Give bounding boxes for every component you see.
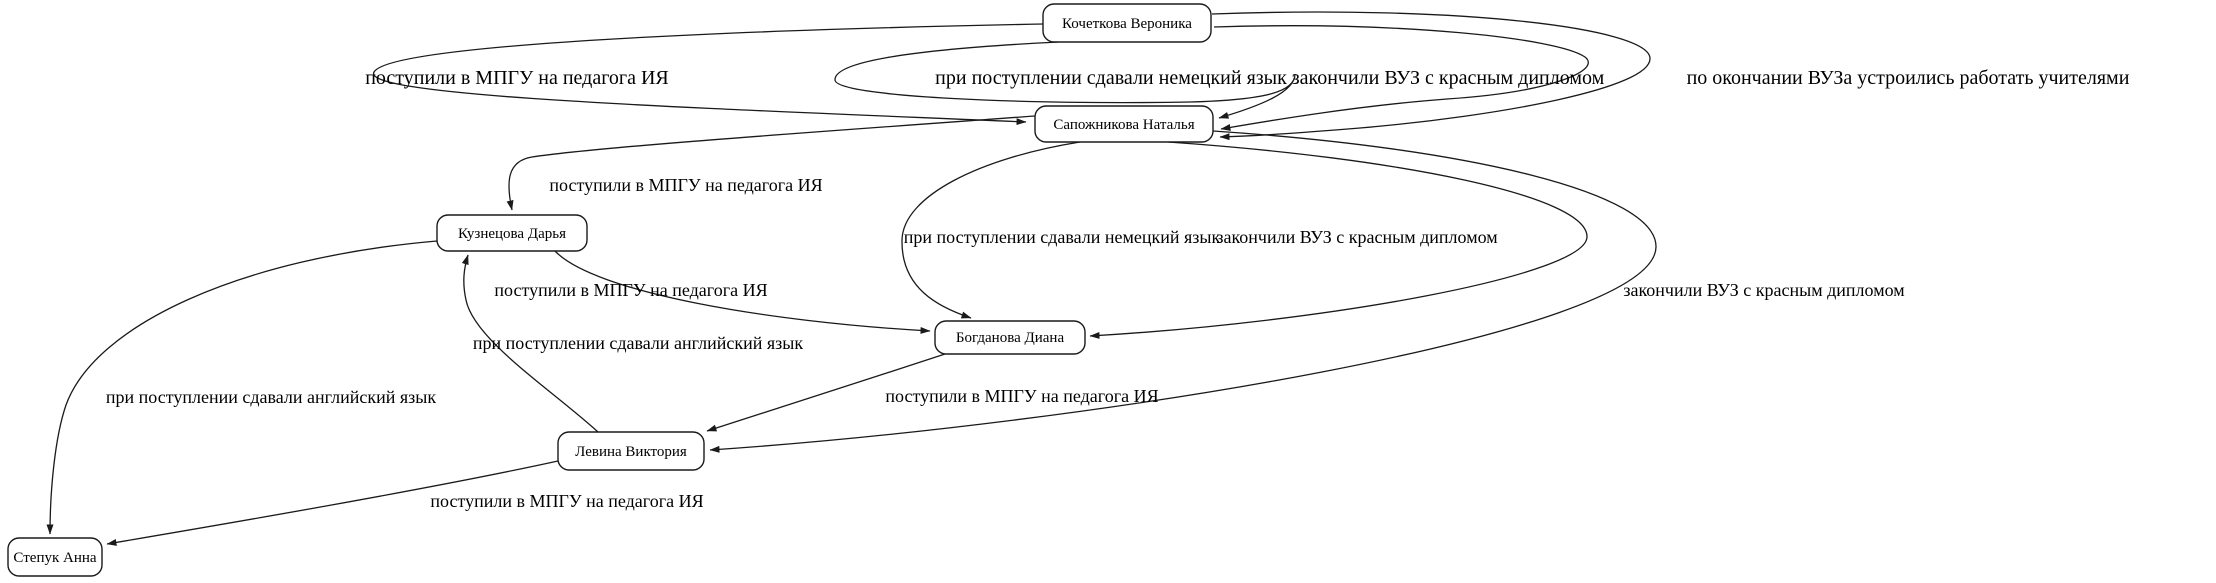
edge-label: поступили в МПГУ на педагога ИЯ <box>494 280 768 300</box>
edge-path <box>509 116 1035 210</box>
edge-label: при поступлении сдавали немецкий язык <box>903 227 1221 247</box>
node-label: Левина Виктория <box>575 444 687 460</box>
edge-label: по окончании ВУЗа устроились работать учителями <box>1686 67 2130 89</box>
node-kuznetsova <box>437 215 587 251</box>
node-label: Сапожникова Наталья <box>1053 117 1195 133</box>
edge-path <box>710 131 1656 450</box>
node-stepuk <box>8 538 102 576</box>
node-label: Кочеткова Вероника <box>1062 16 1192 32</box>
edge-levina-stepuk <box>107 461 704 544</box>
edge-label: закончили ВУЗ с красным дипломом <box>1623 280 1905 300</box>
edge-label: закончили ВУЗ с красным дипломом <box>1216 227 1498 247</box>
edge-label: поступили в МПГУ на педагога ИЯ <box>549 175 823 195</box>
edge-bogdanova-levina <box>707 354 1159 431</box>
edge-kuznetsova-stepuk <box>50 241 437 534</box>
node-levina <box>558 432 704 470</box>
edge-label: при поступлении сдавали английский язык <box>472 333 804 353</box>
node-label: Кузнецова Дарья <box>458 226 566 242</box>
edge-label: поступили в МПГУ на педагога ИЯ <box>885 386 1159 406</box>
edge-label: при поступлении сдавали английский язык <box>105 387 437 407</box>
edge-label: поступили в МПГУ на педагога ИЯ <box>365 67 669 89</box>
edge-sapozhnikova-kuznetsova <box>509 116 1035 210</box>
edge-label: поступили в МПГУ на педагога ИЯ <box>430 491 704 511</box>
node-bogdanova <box>935 321 1085 354</box>
edge-sapozhnikova-bogdanova-nemetskiy <box>902 142 1221 318</box>
node-sapozhnikova <box>1035 106 1213 142</box>
node-label: Богданова Диана <box>955 330 1065 346</box>
node-kochetkova <box>1043 4 1211 42</box>
node-label: Степук Анна <box>13 550 97 566</box>
edge-kuznetsova-bogdanova <box>494 251 930 331</box>
edge-label: при поступлении сдавали немецкий язык <box>935 67 1287 89</box>
edge-label: закончили ВУЗ с красным дипломом <box>1291 67 1605 89</box>
